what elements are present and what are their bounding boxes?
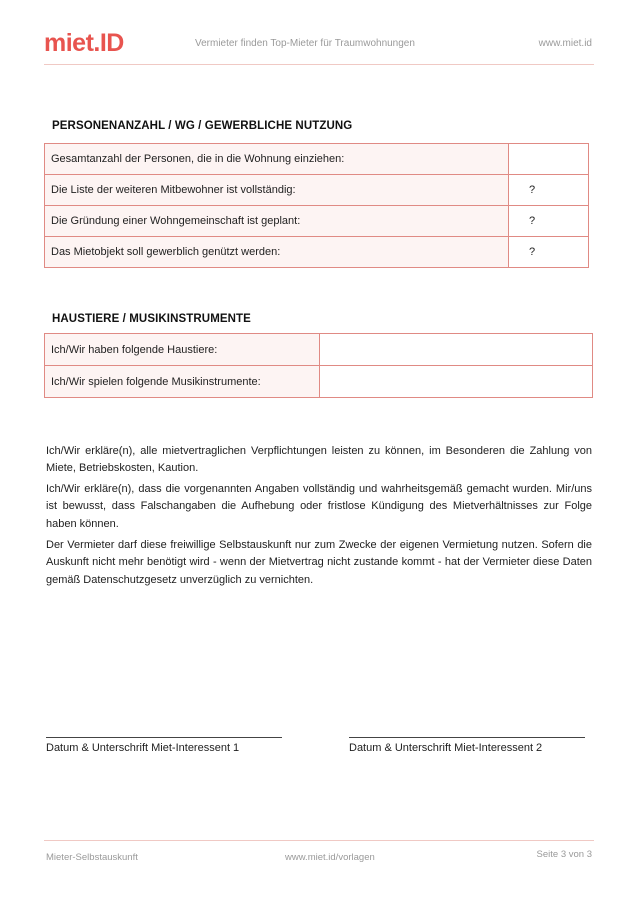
row-label-personen: Gesamtanzahl der Personen, die in die Wohnung einziehen: (45, 144, 509, 175)
table-row (45, 144, 589, 175)
signature-label-2: Datum & Unterschrift Miet-Interessent 2 (349, 742, 543, 754)
field-musikinstrumente[interactable] (320, 366, 593, 398)
footer-url-link[interactable]: www.miet.id/vorlagen (285, 852, 375, 863)
footer-divider (44, 840, 594, 841)
row-label-mitbewohner: Die Liste der weiteren Mitbewohner ist vollständig: (45, 175, 509, 206)
header-url-link[interactable]: www.miet.id (538, 38, 592, 49)
header-tagline: Vermieter finden Top-Mieter für Traumwohnungen (195, 38, 415, 49)
table-haustiere (44, 333, 593, 398)
signature-label-1: Datum & Unterschrift Miet-Interessent 1 (46, 742, 240, 754)
table-row (45, 334, 593, 366)
brand-logo: miet.ID (44, 29, 124, 57)
section-title-haustiere: HAUSTIERE / MUSIKINSTRUMENTE (52, 313, 251, 325)
signature-line-2 (349, 737, 585, 738)
footer-page-number: Seite 3 von 3 (536, 849, 592, 860)
row-label-musikinstrumente: Ich/Wir spielen folgende Musikinstrumente: (45, 366, 320, 398)
header-divider (44, 64, 594, 65)
declaration-zahlung: Ich/Wir erkläre(n), alle mietvertraglichen Verpflichtungen leisten zu können, im Besonderen die Zahlung von Miete, Betriebskosten, Kaution. (46, 445, 592, 475)
table-row (45, 366, 593, 398)
table-row (45, 175, 589, 206)
declaration-angaben: Ich/Wir erkläre(n), dass die vorgenannten Angaben vollständig und wahrheitsgemäß gemacht wurden. Mir/uns ist bewusst, dass Falschangaben die Aufhebung oder fristlose Kündigung des Mietverhältnisses zur Folge haben können. (46, 483, 592, 530)
field-gewerbliche-nutzung[interactable]: ? (509, 237, 589, 268)
table-row (45, 206, 589, 237)
table-personenanzahl (44, 143, 589, 268)
declaration-datenschutz: Der Vermieter darf diese freiwillige Selbstauskunft nur zum Zwecke der eigenen Vermietung nutzen. Sofern die Auskunft nicht mehr benötigt wird - wenn der Mietvertrag nicht zustande kommt - hat der Vermieter diese Daten gemäß Datenschutzgesetz unverzüglich zu vernichten. (46, 539, 592, 586)
footer-document-name: Mieter-Selbstauskunft (46, 852, 138, 863)
table-row (45, 237, 589, 268)
section-title-personenanzahl: PERSONENANZAHL / WG / GEWERBLICHE NUTZUNG (52, 120, 353, 132)
field-mitbewohner-vollstaendig[interactable]: ? (509, 175, 589, 206)
field-gesamtanzahl-personen[interactable] (509, 144, 589, 175)
field-wg-geplant[interactable]: ? (509, 206, 589, 237)
field-haustiere[interactable] (320, 334, 593, 366)
row-label-wg: Die Gründung einer Wohngemeinschaft ist geplant: (45, 206, 509, 237)
signature-line-1 (46, 737, 282, 738)
row-label-gewerblich: Das Mietobjekt soll gewerblich genützt werden: (45, 237, 509, 268)
row-label-haustiere: Ich/Wir haben folgende Haustiere: (45, 334, 320, 366)
